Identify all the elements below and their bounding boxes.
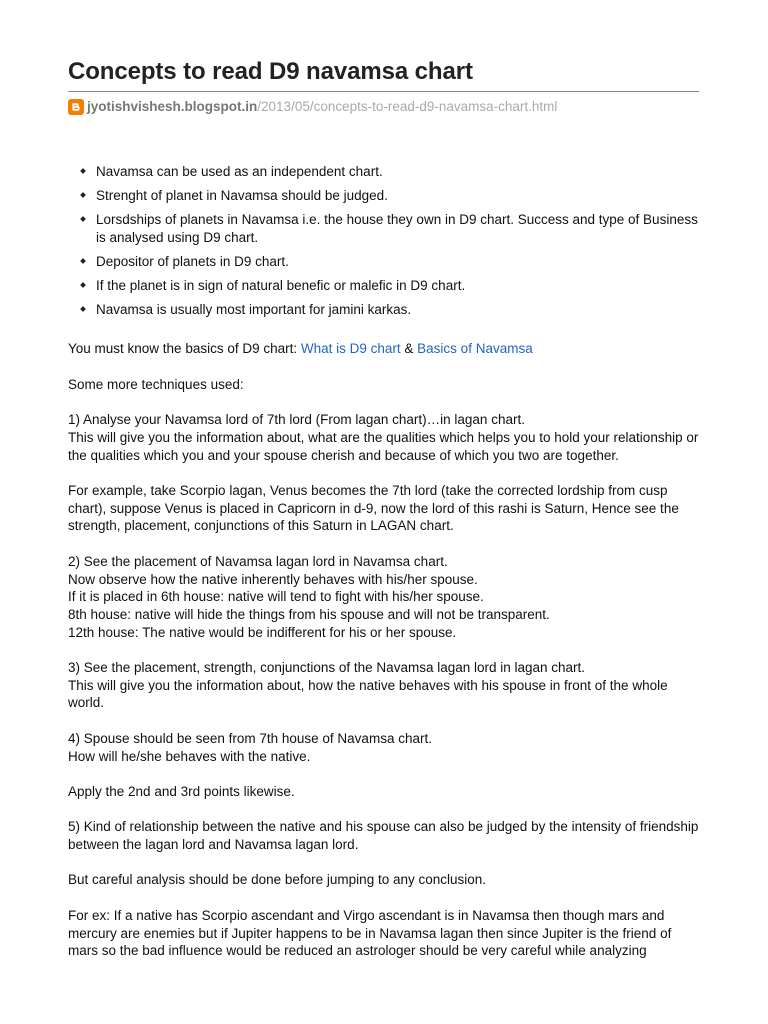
basics-prefix: You must know the basics of D9 chart: [68, 341, 301, 357]
point-2-paragraph [68, 553, 700, 642]
point-2-heading: 2) See the placement of Navamsa lagan lord in Navamsa chart. [68, 553, 448, 569]
ampersand-text: & [400, 341, 418, 357]
what-is-d9-chart-link[interactable]: What is D9 chart [300, 341, 401, 357]
list-item-text: Depositor of planets in D9 chart. [96, 253, 289, 269]
diamond-bullet-icon [80, 168, 86, 174]
list-item [80, 253, 700, 271]
list-item-text: If the planet is in sign of natural benefic or malefic in D9 chart. [96, 277, 466, 293]
list-item-text: Strenght of planet in Navamsa should be judged. [96, 188, 388, 204]
list-item [80, 277, 700, 295]
point-4-paragraph [68, 730, 700, 765]
point-1-text: This will give you the information about, what are the qualities which helps you to hold your relationship or the qualities which you and your spouse cherish and because of which you two are together. [68, 429, 699, 463]
point-4-heading: 4) Spouse should be seen from 7th house of Navamsa chart. [68, 730, 432, 746]
diamond-bullet-icon [80, 282, 86, 288]
blogger-b-glyph [70, 101, 82, 113]
point-1-heading: 1) Analyse your Navamsa lord of 7th lord (From lagan chart)…in lagan chart. [68, 412, 525, 428]
basics-of-navamsa-link[interactable]: Basics of Navamsa [417, 341, 533, 357]
point-4-text: How will he/she behaves with the native. [68, 748, 311, 764]
diamond-bullet-icon [80, 306, 86, 312]
point-2-line: 12th house: The native would be indifferent for his or her spouse. [68, 624, 457, 640]
list-item-text: Lorsdships of planets in Navamsa i.e. the house they own in D9 chart. Success and type of Business is analysed using D9 chart. [96, 212, 698, 245]
point-3-text: This will give you the information about, how the native behaves with his spouse in front of the whole world. [68, 677, 668, 711]
diamond-bullet-icon [80, 216, 86, 222]
source-domain[interactable]: jyotishvishesh.blogspot.in [87, 99, 258, 114]
point-5-paragraph: 5) Kind of relationship between the native and his spouse can also be judged by the intensity of friendship between the lagan lord and Navamsa lagan lord. [68, 819, 699, 853]
point-2-line: Now observe how the native inherently behaves with his/her spouse. [68, 571, 478, 587]
diamond-bullet-icon [80, 258, 86, 264]
list-item [80, 187, 700, 205]
document-page [68, 0, 700, 978]
point-1-paragraph [68, 411, 700, 464]
techniques-intro: Some more techniques used: [68, 376, 244, 392]
blogger-icon [68, 99, 84, 115]
point-3-heading: 3) See the placement, strength, conjunctions of the Navamsa lagan lord in lagan chart. [68, 660, 586, 676]
key-points-list [68, 163, 700, 318]
article-body [68, 340, 700, 959]
point-2-line: If it is placed in 6th house: native will tend to fight with his/her spouse. [68, 589, 484, 605]
list-item [80, 301, 700, 319]
careful-paragraph: But careful analysis should be done before jumping to any conclusion. [68, 872, 487, 888]
point-3-paragraph [68, 659, 700, 712]
for-example-paragraph: For ex: If a native has Scorpio ascendant and Virgo ascendant is in Navamsa then though mars and mercury are enemies but if Jupiter happens to be in Navamsa lagan then since Jupiter is the friend of mars so the bad influence would be reduced an astrologer should be very careful while analyzing [68, 907, 672, 959]
title-divider [68, 91, 699, 92]
list-item [80, 211, 700, 246]
apply-paragraph: Apply the 2nd and 3rd points likewise. [68, 783, 295, 799]
diamond-bullet-icon [80, 192, 86, 198]
list-item [80, 163, 700, 181]
source-path[interactable]: /2013/05/concepts-to-read-d9-navamsa-chart.html [257, 99, 558, 114]
point-2-line: 8th house: native will hide the things from his spouse and will not be transparent. [68, 606, 550, 622]
source-line [68, 98, 700, 116]
page-title: Concepts to read D9 navamsa chart [68, 58, 473, 85]
list-item-text: Navamsa can be used as an independent chart. [96, 164, 383, 179]
example-paragraph: For example, take Scorpio lagan, Venus becomes the 7th lord (take the corrected lordship from cusp chart), suppose Venus is placed in Capricorn in d-9, now the lord of this rashi is Saturn, Hence see the strength, placement, conjunctions of this Saturn in LAGAN chart. [68, 483, 679, 534]
list-item-text: Navamsa is usually most important for jamini karkas. [96, 301, 412, 317]
basics-paragraph [68, 340, 700, 358]
